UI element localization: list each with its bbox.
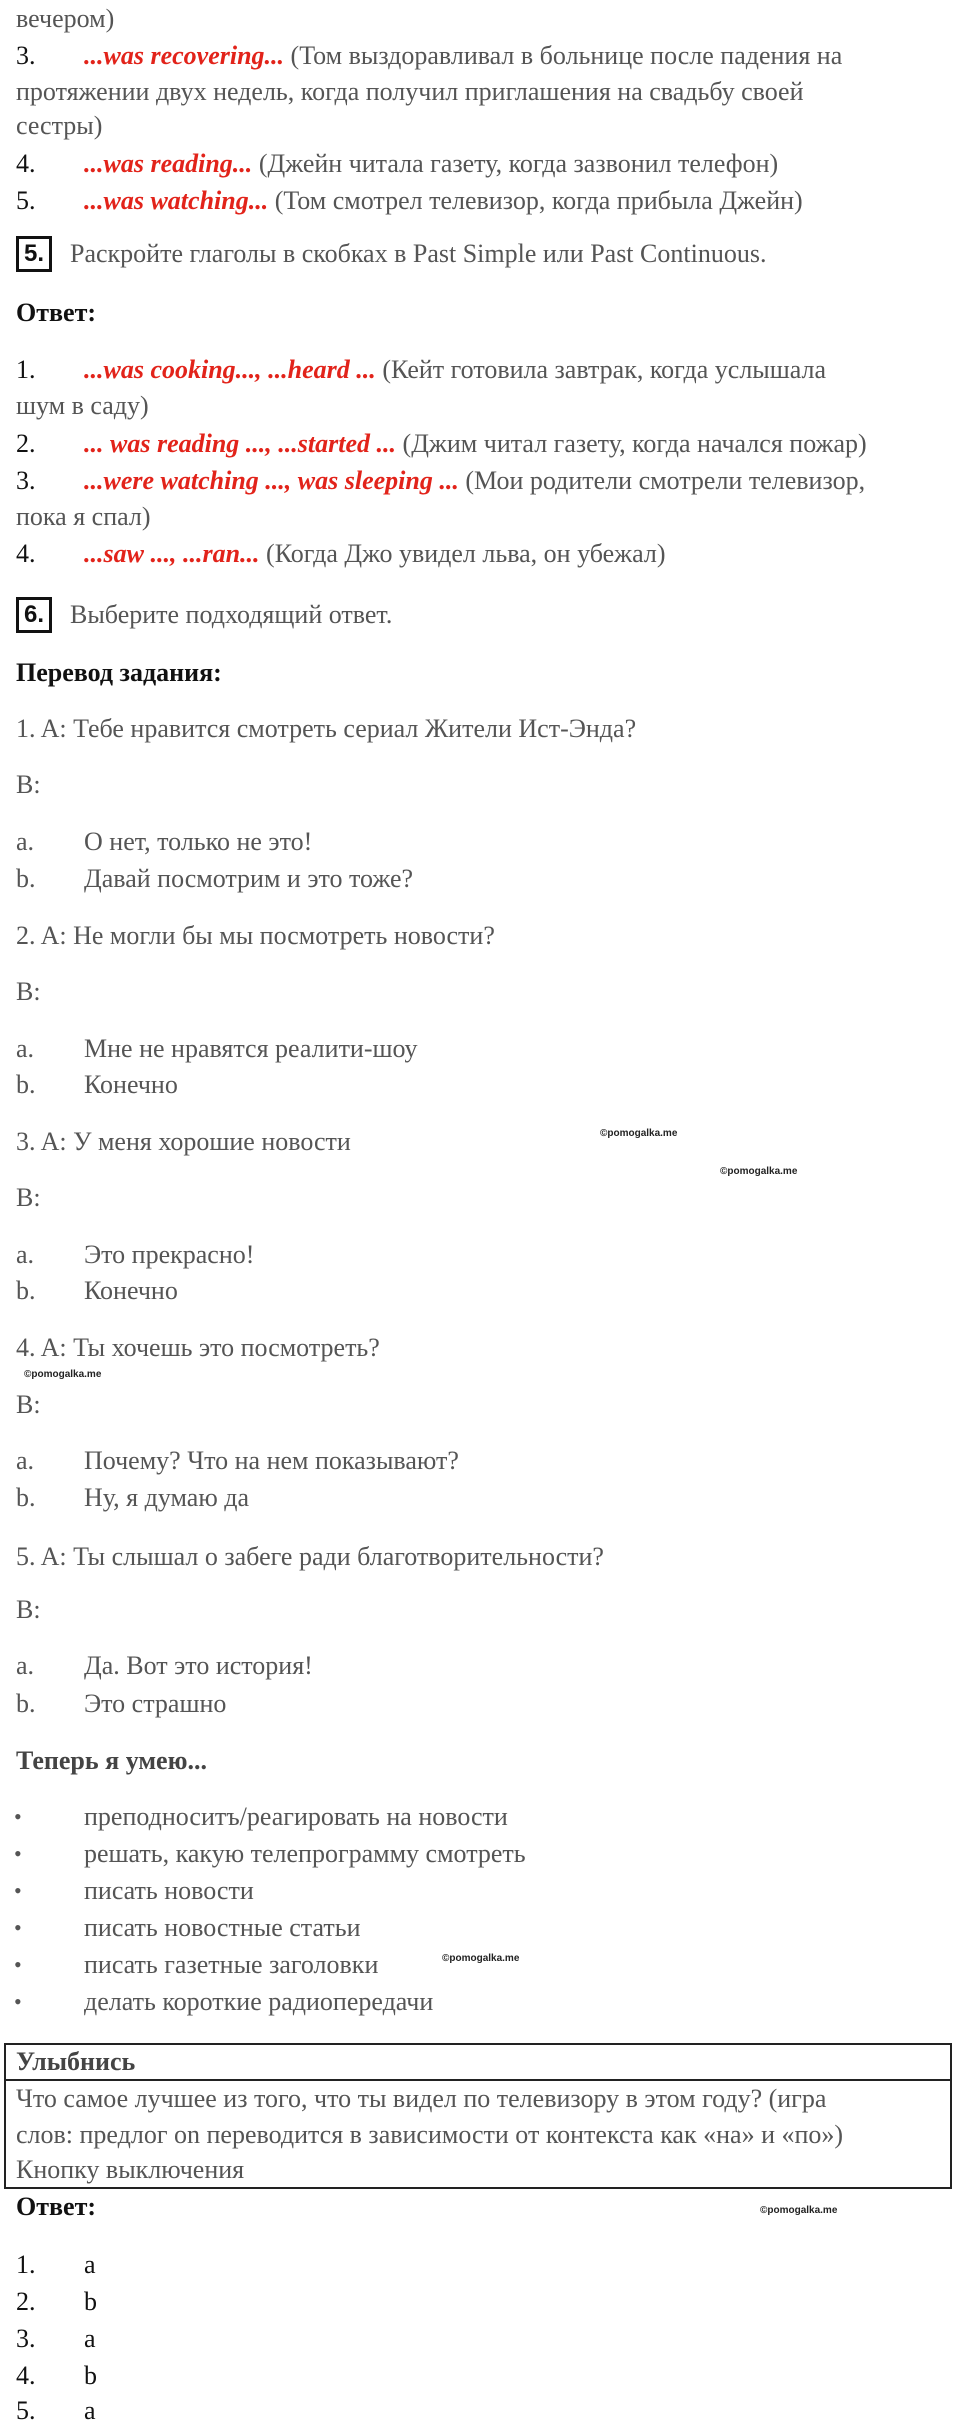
option-label: a. — [16, 1446, 35, 1475]
final-answer-num: 1. — [16, 2250, 36, 2279]
dialog-5-option-a: Да. Вот это история! — [84, 1651, 313, 1680]
dialog-1-question: 1. A: Тебе нравится смотреть сериал Жители Ист-Энда? — [16, 714, 637, 743]
final-answer-num: 2. — [16, 2287, 36, 2316]
task-5-item-num: 1. — [16, 355, 36, 384]
dialog-1-option-a: О нет, только не это! — [84, 827, 313, 856]
translation-text: (Мои родители смотрели телевизор, — [458, 466, 866, 495]
dialog-1-option-b: Давай посмотрим и это тоже? — [84, 864, 414, 893]
option-label: b. — [16, 1070, 36, 1099]
answer-text: ...saw ..., ...ran... — [84, 539, 260, 568]
dialog-4-question: 4. A: Ты хочешь это посмотреть? — [16, 1333, 380, 1362]
watermark: ©pomogalka.me — [760, 2205, 838, 2216]
prev-item-3-cont1: протяжении двух недель, когда получил приглашения на свадьбу своей — [16, 77, 804, 106]
final-answer-num: 3. — [16, 2324, 36, 2353]
dialog-3-option-a: Это прекрасно! — [84, 1240, 255, 1269]
bullet: • — [14, 1804, 22, 1829]
bullet: • — [14, 1915, 22, 1940]
answer-text: ...were watching ..., was sleeping ... — [84, 466, 459, 495]
final-answer-num: 5. — [16, 2396, 36, 2425]
watermark: ©pomogalka.me — [600, 1128, 678, 1139]
now-i-can-heading: Теперь я умею... — [16, 1746, 207, 1775]
watermark: ©pomogalka.me — [442, 1953, 520, 1964]
translation-text: (Кейт готовила завтрак, когда услышала — [375, 355, 827, 384]
dialog-2-b: B: — [16, 977, 41, 1006]
final-answer-heading: Ответ: — [16, 2192, 97, 2221]
translation-text: (Джейн читала газету, когда зазвонил телефон) — [252, 149, 779, 178]
final-answer-value: b — [84, 2287, 97, 2316]
final-answer-value: a — [84, 2250, 96, 2279]
translation-text: (Когда Джо увидел льва, он убежал) — [259, 539, 666, 568]
answer-text: ...was watching... — [84, 186, 269, 215]
translation-text: (Том смотрел телевизор, когда прибыла Джейн) — [268, 186, 803, 215]
translation-heading: Перевод задания: — [16, 658, 222, 687]
skill-item: писать газетные заголовки — [84, 1950, 379, 1979]
skill-item: писать новостные статьи — [84, 1913, 361, 1942]
prev-item-4 — [84, 147, 778, 181]
dialog-4-option-a: Почему? Что на нем показывают? — [84, 1446, 459, 1475]
task-5-item-num: 3. — [16, 466, 36, 495]
dialog-2-option-b: Конечно — [84, 1070, 178, 1099]
answer-text: ...was reading... — [84, 149, 253, 178]
final-answer-num: 4. — [16, 2361, 36, 2390]
dialog-4-b: B: — [16, 1390, 41, 1419]
smile-title: Улыбнись — [6, 2045, 950, 2081]
dialog-4-option-b: Ну, я думаю да — [84, 1483, 250, 1512]
bullet: • — [14, 1952, 22, 1977]
skill-item: писать новости — [84, 1876, 254, 1905]
dialog-3-option-b: Конечно — [84, 1276, 178, 1305]
prev-item-num: 4. — [16, 149, 36, 178]
task-5-item-1 — [84, 353, 826, 387]
skill-item: делать короткие радиопередачи — [84, 1987, 434, 2016]
translation-text: (Том выздоравливал в больнице после падения на — [284, 41, 843, 70]
prev-item-num: 3. — [16, 41, 36, 70]
option-label: b. — [16, 864, 36, 893]
task-5-instruction: Раскройте глаголы в скобках в Past Simple или Past Continuous. — [70, 239, 767, 268]
task-6-instruction: Выберите подходящий ответ. — [70, 600, 393, 629]
smile-box — [4, 2043, 952, 2189]
option-label: a. — [16, 827, 35, 856]
final-answer-value: a — [84, 2396, 96, 2425]
prev-item-3 — [84, 39, 842, 73]
watermark: ©pomogalka.me — [24, 1369, 102, 1380]
watermark: ©pomogalka.me — [720, 1166, 798, 1177]
task-5-number-box: 5. — [16, 236, 52, 272]
smile-line-2: слов: предлог on переводится в зависимости от контекста как «на» и «по») — [16, 2120, 844, 2149]
task-5-item-3 — [84, 464, 865, 498]
skill-item: решать, какую телепрограмму смотреть — [84, 1839, 526, 1868]
dialog-3-b: B: — [16, 1183, 41, 1212]
dialog-5-question: 5. A: Ты слышал о забеге ради благотворительности? — [16, 1542, 604, 1571]
task-5-item-num: 2. — [16, 429, 36, 458]
option-label: b. — [16, 1483, 36, 1512]
answer-text: ...was recovering... — [84, 41, 285, 70]
final-answer-value: b — [84, 2361, 97, 2390]
task-6-number-box: 6. — [16, 597, 52, 633]
answer-text: ... was reading ..., ...started ... — [84, 429, 397, 458]
option-label: b. — [16, 1276, 36, 1305]
prev-item-3-cont2: сестры) — [16, 111, 103, 140]
smile-line-3: Кнопку выключения — [16, 2155, 245, 2184]
final-answer-value: a — [84, 2324, 96, 2353]
task-5-item-2 — [84, 427, 867, 461]
task-5-item-4 — [84, 537, 666, 571]
prev-item-num: 5. — [16, 186, 36, 215]
prev-item-5 — [84, 184, 803, 218]
answer-text: ...was cooking..., ...heard ... — [84, 355, 376, 384]
dialog-3-question: 3. A: У меня хорошие новости — [16, 1127, 351, 1156]
translation-text: (Джим читал газету, когда начался пожар) — [396, 429, 867, 458]
option-label: b. — [16, 1689, 36, 1718]
task-5-item-num: 4. — [16, 539, 36, 568]
prev-line-0: вечером) — [16, 4, 115, 33]
task-5-item-3-cont: пока я спал) — [16, 502, 151, 531]
option-label: a. — [16, 1240, 35, 1269]
skill-item: преподноситъ/реагировать на новости — [84, 1802, 508, 1831]
smile-line-1: Что самое лучшее из того, что ты видел по телевизору в этом году? (игра — [16, 2084, 827, 2113]
bullet: • — [14, 1878, 22, 1903]
dialog-1-b: B: — [16, 770, 41, 799]
bullet: • — [14, 1841, 22, 1866]
dialog-5-b: B: — [16, 1595, 41, 1624]
dialog-5-option-b: Это страшно — [84, 1689, 227, 1718]
option-label: a. — [16, 1651, 35, 1680]
option-label: a. — [16, 1034, 35, 1063]
bullet: • — [14, 1989, 22, 2014]
task-5-answer-heading: Ответ: — [16, 298, 97, 327]
dialog-2-question: 2. A: Не могли бы мы посмотреть новости? — [16, 921, 495, 950]
task-5-item-1-cont: шум в саду) — [16, 391, 149, 420]
dialog-2-option-a: Мне не нравятся реалити-шоу — [84, 1034, 418, 1063]
